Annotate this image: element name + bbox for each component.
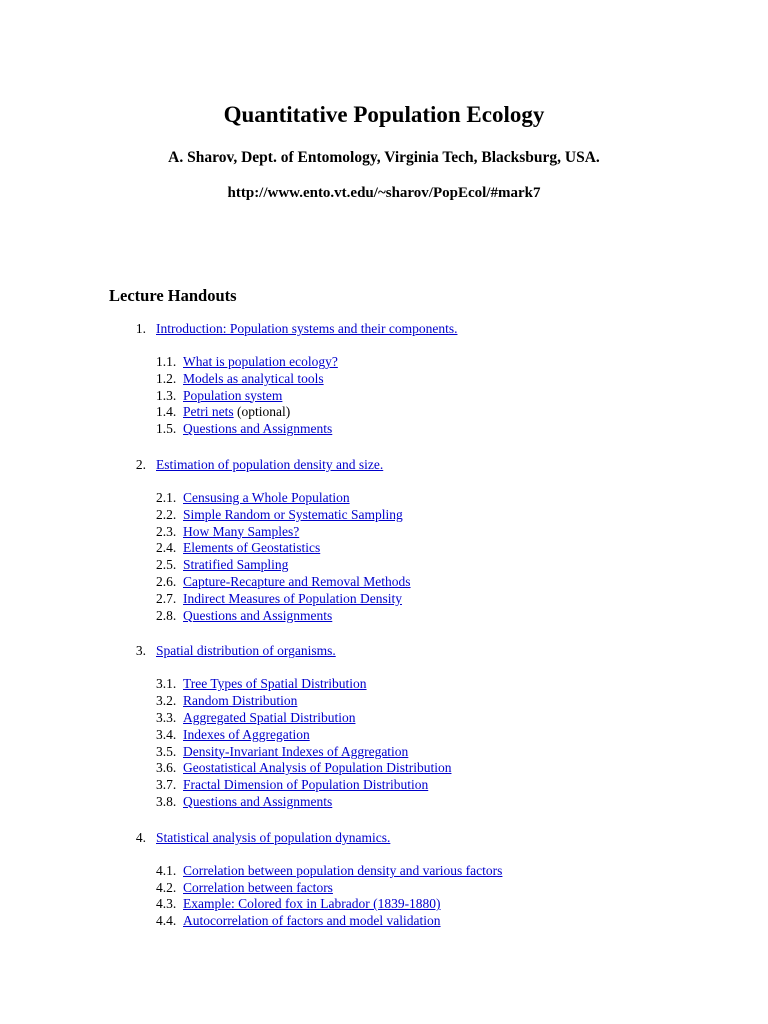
subsection-link[interactable]: Simple Random or Systematic Sampling [183, 506, 403, 522]
list-item [0, 760, 768, 777]
chapter-heading [0, 829, 768, 847]
chapter-link[interactable]: Estimation of population density and size. [156, 456, 384, 472]
subsection-link[interactable]: Models as analytical tools [183, 370, 324, 386]
list-item [0, 693, 768, 710]
chapter-2 [0, 456, 768, 624]
subsection-entry [183, 727, 310, 744]
subsection-link[interactable]: Questions and Assignments [183, 607, 333, 623]
list-item [0, 490, 768, 507]
chapter-heading [0, 320, 768, 338]
list-item [0, 676, 768, 693]
list-item [0, 794, 768, 811]
subsection-number: 2.8. [156, 607, 177, 623]
subsection-list [0, 863, 768, 930]
subsection-entry [183, 421, 332, 438]
subsection-link[interactable]: How Many Samples? [183, 523, 300, 539]
list-item [0, 777, 768, 794]
list-item [0, 404, 768, 421]
subsection-link[interactable]: Aggregated Spatial Distribution [183, 709, 356, 725]
chapter-3 [0, 642, 768, 810]
list-item [0, 388, 768, 405]
subsection-entry [183, 863, 502, 880]
list-item [0, 421, 768, 438]
subsection-link[interactable]: Random Distribution [183, 693, 298, 709]
chapter-4 [0, 829, 768, 930]
subsection-number: 3.3. [156, 709, 177, 725]
list-item [0, 896, 768, 913]
subsection-link[interactable]: Density-Invariant Indexes of Aggregation [183, 743, 409, 759]
list-item [0, 591, 768, 608]
list-item [0, 744, 768, 761]
chapter-heading [0, 642, 768, 660]
list-item [0, 354, 768, 371]
chapter-number: 3. [135, 643, 146, 659]
list-item [0, 710, 768, 727]
subsection-entry [183, 760, 451, 777]
list-item [0, 557, 768, 574]
subsection-number: 2.6. [156, 573, 177, 589]
list-item [0, 574, 768, 591]
chapter-heading [0, 456, 768, 474]
subsection-entry [183, 354, 338, 371]
subsection-entry [183, 896, 441, 913]
subsection-list [0, 490, 768, 624]
subsection-number: 2.5. [156, 557, 177, 573]
subsection-link[interactable]: Tree Types of Spatial Distribution [183, 676, 367, 692]
subsection-number: 3.8. [156, 793, 177, 809]
author-line: A. Sharov, Dept. of Entomology, Virginia Tech, Blacksburg, USA. [168, 149, 600, 166]
subsection-number: 3.6. [156, 760, 177, 776]
subsection-number: 4.1. [156, 862, 177, 878]
subsection-link[interactable]: Questions and Assignments [183, 421, 333, 437]
subsection-entry [183, 794, 332, 811]
subsection-number: 1.2. [156, 370, 177, 386]
source-url: http://www.ento.vt.edu/~sharov/PopEcol/#mark7 [227, 185, 541, 201]
list-item [0, 863, 768, 880]
subsection-entry [183, 777, 428, 794]
subsection-entry [183, 388, 282, 405]
subsection-link[interactable]: What is population ecology? [183, 354, 338, 369]
subsection-number: 1.1. [156, 354, 177, 369]
list-item [0, 608, 768, 625]
subsection-link[interactable]: Capture-Recapture and Removal Methods [183, 573, 411, 589]
subsection-link[interactable]: Fractal Dimension of Population Distribution [183, 777, 429, 793]
subsection-entry [183, 591, 402, 608]
subsection-link[interactable]: Elements of Geostatistics [183, 540, 321, 556]
subsection-entry [183, 913, 441, 930]
chapter-link[interactable]: Introduction: Population systems and their components. [156, 321, 458, 336]
subsection-number: 2.3. [156, 523, 177, 539]
list-item [0, 540, 768, 557]
chapter-number: 1. [135, 321, 146, 336]
list-item [0, 727, 768, 744]
chapter-1 [0, 320, 768, 438]
subsection-number: 4.4. [156, 913, 177, 929]
page-title: Quantitative Population Ecology [223, 102, 545, 127]
subsection-entry [183, 490, 350, 507]
subsection-link[interactable]: Correlation between population density and various factors [183, 862, 503, 878]
subsection-number: 2.1. [156, 489, 177, 505]
subsection-note: (optional) [233, 404, 291, 420]
subsection-entry [183, 524, 299, 541]
subsection-entry [183, 404, 290, 421]
subsection-link[interactable]: Petri nets [183, 404, 234, 420]
subsection-entry [183, 574, 411, 591]
subsection-number: 1.4. [156, 404, 177, 420]
subsection-link[interactable]: Questions and Assignments [183, 793, 333, 809]
subsection-entry [183, 676, 367, 693]
subsection-entry [183, 557, 288, 574]
subsection-link[interactable]: Indexes of Aggregation [183, 726, 310, 742]
subsection-link[interactable]: Censusing a Whole Population [183, 489, 350, 505]
list-item [0, 913, 768, 930]
subsection-entry [183, 693, 297, 710]
subsection-link[interactable]: Autocorrelation of factors and model validation [183, 913, 441, 929]
subsection-entry [183, 880, 333, 897]
subsection-list [0, 676, 768, 810]
list-item [0, 880, 768, 897]
subsection-entry [183, 744, 408, 761]
subsection-number: 3.5. [156, 743, 177, 759]
subsection-list [0, 354, 768, 438]
list-item [0, 371, 768, 388]
subsection-number: 1.3. [156, 387, 177, 403]
subsection-entry [183, 710, 355, 727]
subsection-link[interactable]: Population system [183, 387, 283, 403]
subsection-link[interactable]: Geostatistical Analysis of Population Distribution [183, 760, 452, 776]
subsection-number: 4.3. [156, 896, 177, 912]
subsection-link[interactable]: Indirect Measures of Population Density [183, 590, 402, 606]
subsection-number: 4.2. [156, 879, 177, 895]
table-of-contents [0, 320, 768, 948]
list-item [0, 507, 768, 524]
chapter-link[interactable]: Spatial distribution of organisms. [156, 643, 336, 659]
subsection-number: 3.1. [156, 676, 177, 692]
subsection-entry [183, 540, 320, 557]
subsection-number: 3.4. [156, 726, 177, 742]
subsection-entry [183, 608, 332, 625]
subsection-link[interactable]: Stratified Sampling [183, 557, 289, 573]
list-item [0, 524, 768, 541]
subsection-number: 1.5. [156, 421, 177, 437]
chapter-number: 4. [135, 829, 146, 845]
subsection-entry [183, 507, 403, 524]
section-heading: Lecture Handouts [109, 286, 237, 305]
chapter-number: 2. [135, 456, 146, 472]
subsection-number: 3.2. [156, 693, 177, 709]
subsection-entry [183, 371, 324, 388]
subsection-link[interactable]: Correlation between factors [183, 879, 333, 895]
subsection-link[interactable]: Example: Colored fox in Labrador (1839-1880) [183, 896, 441, 912]
subsection-number: 3.7. [156, 777, 177, 793]
subsection-number: 2.2. [156, 506, 177, 522]
chapter-link[interactable]: Statistical analysis of population dynamics. [156, 829, 391, 845]
subsection-number: 2.7. [156, 590, 177, 606]
subsection-number: 2.4. [156, 540, 177, 556]
